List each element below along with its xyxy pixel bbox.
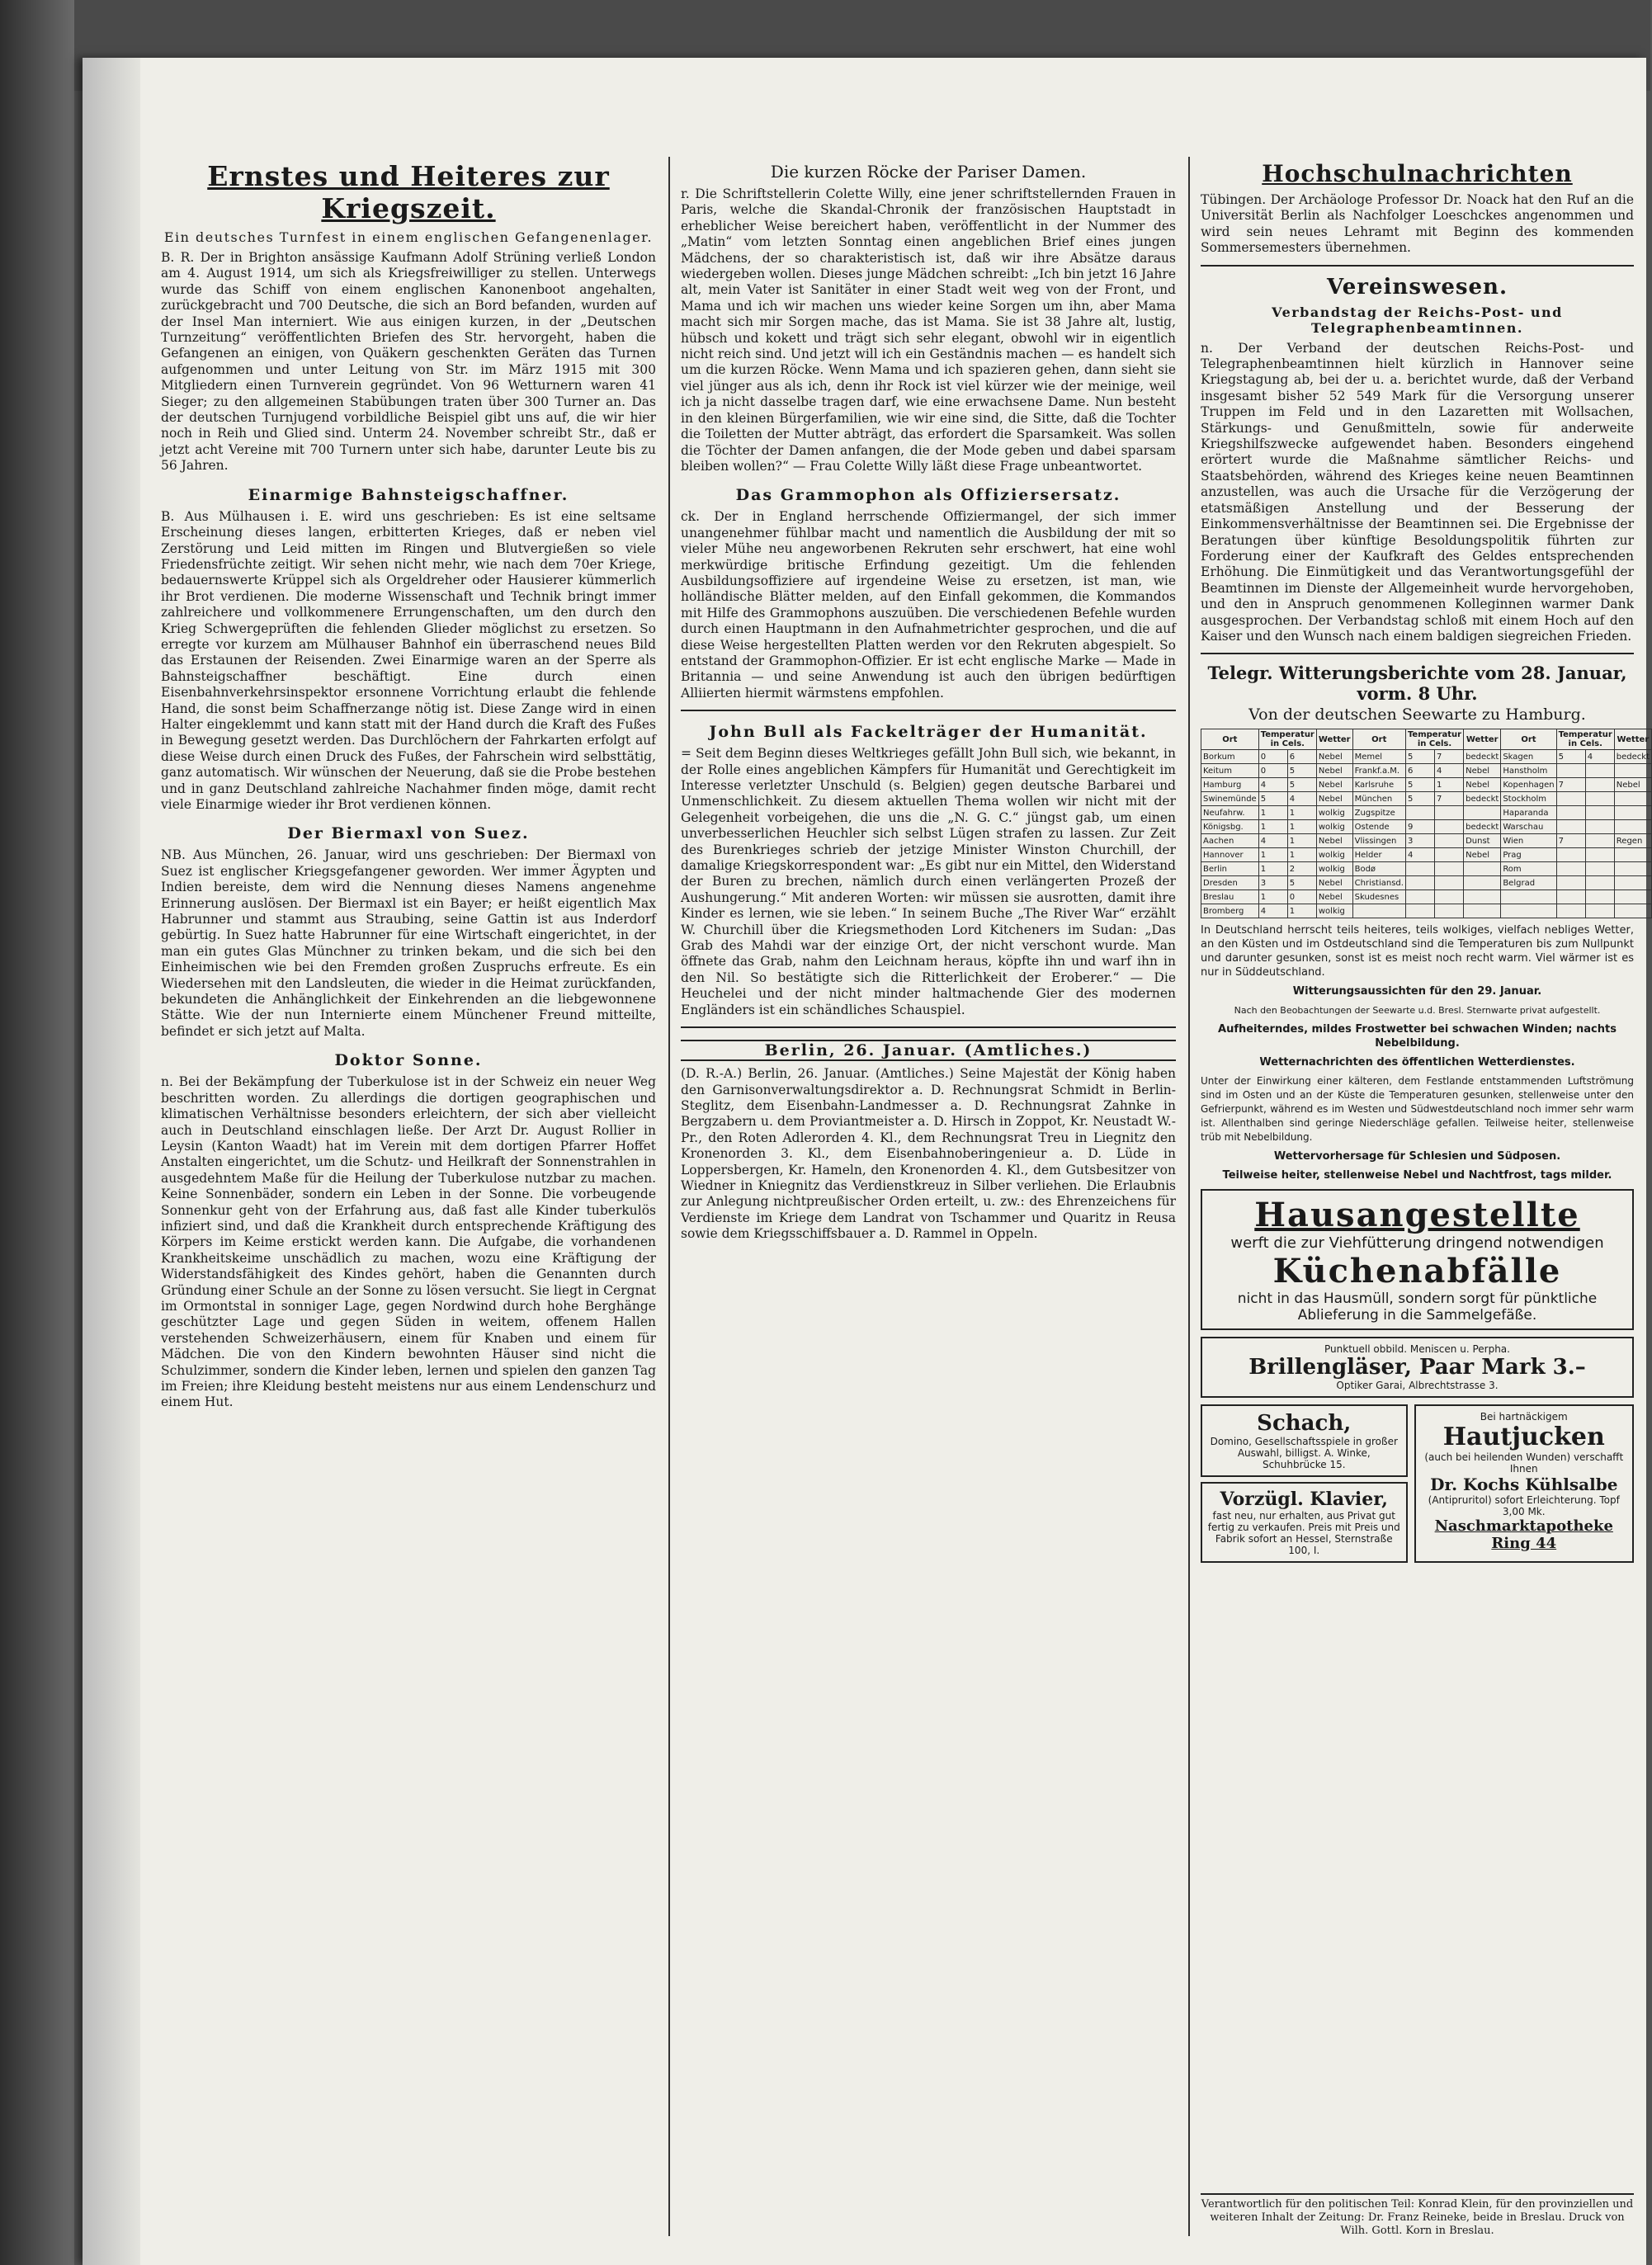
table-cell <box>1405 890 1434 904</box>
divider <box>681 1026 1176 1028</box>
column-2 <box>681 157 1176 1243</box>
table-cell <box>1435 806 1464 820</box>
table-cell <box>1435 904 1464 918</box>
table-header: Temperatur in Cels. <box>1556 729 1614 750</box>
table-cell: Aachen <box>1201 834 1259 848</box>
ad-text: (auch bei heilenden Wunden) verschafft Ihnen <box>1424 1451 1624 1475</box>
table-cell: Wien <box>1501 834 1556 848</box>
ad-row <box>1201 1404 1634 1563</box>
ad-text: Optiker Garai, Albrechtstrasse 3. <box>1336 1380 1499 1392</box>
article-body: = Seit dem Beginn dieses Weltkrieges gefällt John Bull sich, wie bekannt, in der Rolle eines angeblichen Kämpfers für Humanität und Gerechtigkeit im Interesse verletzter Unschuld (s. Belgien) gegen deutsche Barbarei und Unmenschlichkeit. Zu diesem aktuellen Thema wollen wir nicht mit der Gelegenheit vorbeigehen, die uns die „N. G. C.“ jüngst gab, um einen unverbesserlichen Heuchler sich selbst Lügen strafen zu lassen. Zur Zeit des Burenkrieges schrieb der jetzige Minister Winston Churchill, der damalige Kriegskorrespondent war: „Es gibt nur ein Mittel, den Widerstand der Buren zu brechen, nämlich durch einen verlängerten Prozeß der Aushungerung.“ Mit anderen Worten: wir müssen sie ausrotten, damit ihre Kinder es lernen, wie sie leben.“ In seinem Buche „The River War“ erzählt W. Churchill über die Kriegsmethoden Lord Kitcheners im Sudan: „Das Grab des Mahdi war der einzige Ort, der nicht verschont wurde. Man öffnete das Grab, nahm den Leichnam heraus, köpfte ihn und warf ihn in den Nil. So bestätigte sich die Ritterlichkeit der Eroberer.“ — Die Heuchelei und der nicht minder haltmachende Gier des modernen Engländers ist ein schändliches Schauspiel. <box>681 746 1176 1017</box>
table-cell <box>1556 862 1585 876</box>
table-row <box>1201 862 1652 876</box>
ad-hautjucken <box>1414 1404 1635 1563</box>
table-cell <box>1501 904 1556 918</box>
table-cell <box>1435 820 1464 834</box>
table-cell: 5 <box>1258 792 1287 806</box>
table-cell: Hannover <box>1201 848 1259 862</box>
table-cell: 1 <box>1287 834 1316 848</box>
table-cell <box>1435 876 1464 890</box>
table-cell: 5 <box>1405 792 1434 806</box>
table-row <box>1201 778 1652 792</box>
table-cell <box>1556 904 1585 918</box>
table-cell: Nebel <box>1614 778 1651 792</box>
schlesien-heading: Wettervorhersage für Schlesien und Südposen. <box>1273 1150 1561 1163</box>
table-cell <box>1435 862 1464 876</box>
column-rule <box>1188 157 1190 2236</box>
table-cell: 5 <box>1405 778 1434 792</box>
table-cell: Vlissingen <box>1352 834 1405 848</box>
article-heading: Einarmige Bahnsteigschaffner. <box>248 485 569 504</box>
table-cell: Nebel <box>1316 834 1352 848</box>
article-body: NB. Aus München, 26. Januar, wird uns geschrieben: Der Biermaxl von Suez ist englischer Kriegsgefangener geworden. Wer immer Ägypten und Indien bereiste, dem wird die Nennung dieses Namens angenehme Erinnerung auslösen. Der Biermaxl ist ein Bayer; er heißt eigentlich Max Habrunner und stammt aus Straubing, seine Gattin ist aus Inderdorf gebürtig. In Suez hatte Habrunner für eine Wirtschaft eingerichtet, in der man ein gutes Glas Münchner zu trinken bekam, und die sich bei den Einheimischen wie bei den Fremden großen Zuspruchs erfreute. Es ein Wiedersehen mit den Landsleuten, die wieder in die Heimat zurückfanden, bekundeten die Anhänglichkeit der Einkehrenden an die liebgewonnene Stätte. Wie der nun Internierte einem Münchener Freund mitteilte, befindet er sich jetzt auf Malta. <box>161 847 656 1039</box>
divider <box>1201 265 1634 267</box>
table-cell: 5 <box>1287 778 1316 792</box>
table-cell: 6 <box>1287 750 1316 764</box>
table-cell: bedeckt <box>1464 820 1501 834</box>
table-cell: Swinemünde <box>1201 792 1259 806</box>
table-cell: Dunst <box>1464 834 1501 848</box>
article-heading: Berlin, 26. Januar. (Amtliches.) <box>681 1040 1176 1061</box>
article-heading: Der Biermaxl von Suez. <box>287 824 530 843</box>
ad-title: Brillengläser, Paar Mark 3.– <box>1248 1355 1586 1380</box>
table-header: Temperatur in Cels. <box>1405 729 1463 750</box>
table-cell: 0 <box>1258 764 1287 778</box>
table-cell <box>1435 890 1464 904</box>
forecast-heading: Witterungsaussichten für den 29. Januar. <box>1292 985 1542 998</box>
forecast-text: Aufheiterndes, mildes Frostwetter bei schwachen Winden; nachts Nebelbildung. <box>1218 1023 1617 1050</box>
table-cell <box>1585 792 1614 806</box>
table-cell: 2 <box>1287 862 1316 876</box>
table-cell: Borkum <box>1201 750 1259 764</box>
table-cell: Prag <box>1501 848 1556 862</box>
table-cell: 5 <box>1405 750 1434 764</box>
ad-text: (Antipruritol) sofort Erleichterung. Topf 3,00 Mk. <box>1428 1494 1620 1518</box>
table-cell <box>1556 876 1585 890</box>
table-cell <box>1614 862 1651 876</box>
table-cell: Christiansd. <box>1352 876 1405 890</box>
section-masthead: Ernstes und Heiteres zur Kriegszeit. <box>207 160 610 224</box>
table-cell: wolkig <box>1316 848 1352 862</box>
table-cell: Nebel <box>1316 750 1352 764</box>
ad-hausangestellte <box>1201 1189 1634 1330</box>
table-cell: 1 <box>1287 806 1316 820</box>
table-cell: 1 <box>1258 848 1287 862</box>
table-cell: 0 <box>1258 750 1287 764</box>
forecast-source: Nach den Beobachtungen der Seewarte u.d. Bresl. Sternwarte privat aufgestellt. <box>1234 1005 1601 1017</box>
table-cell: Nebel <box>1464 848 1501 862</box>
table-cell: 6 <box>1405 764 1434 778</box>
table-cell <box>1464 806 1501 820</box>
table-row <box>1201 834 1652 848</box>
table-row <box>1201 764 1652 778</box>
table-cell <box>1464 890 1501 904</box>
article-body: ck. Der in England herrschende Offiziermangel, der sich immer unangenehmer fühlbar macht und namentlich die Ausbildung der mit so vieler Mühe neu angeworbenen Rekruten sehr erschwert, hat eine wohl merkwürdige britische Erfindung gezeitigt. Um die fehlenden Ausbildungsoffiziere auf irgendeine Weise zu ersetzen, ist man, wie holländische Blätter melden, auf den Einfall gekommen, die Kommandos mit Hilfe des Grammophons auszuüben. Die verschiedenen Befehle wurden durch einen Hauptmann in den Aufnahmetrichter gesprochen, und die auf diese Weise hergestellten Platten werden vor den Rekruten abgespielt. So entstand der Grammophon-Offizier. Er ist echt englische Marke — Made in Britannia — und seine Anwendung ist auch den übrigen bedürftigen Alliierten hiermit wärmstens empfohlen. <box>681 509 1176 701</box>
table-cell: 3 <box>1258 876 1287 890</box>
table-cell: wolkig <box>1316 806 1352 820</box>
divider <box>681 710 1176 711</box>
table-cell: 4 <box>1258 904 1287 918</box>
table-cell <box>1556 890 1585 904</box>
table-cell: 5 <box>1287 764 1316 778</box>
table-row <box>1201 904 1652 918</box>
table-cell: 4 <box>1287 792 1316 806</box>
table-cell: Bodø <box>1352 862 1405 876</box>
table-cell: 5 <box>1287 876 1316 890</box>
table-cell: 1 <box>1287 848 1316 862</box>
table-row <box>1201 792 1652 806</box>
table-cell: bedeckt <box>1464 750 1501 764</box>
column-3 <box>1201 157 1650 1563</box>
section-masthead: Vereinswesen. <box>1326 274 1508 300</box>
table-cell: Nebel <box>1316 778 1352 792</box>
table-cell: Warschau <box>1501 820 1556 834</box>
table-cell <box>1585 876 1614 890</box>
article-heading: John Bull als Fackelträger der Humanität. <box>709 723 1148 742</box>
table-row <box>1201 820 1652 834</box>
table-cell <box>1585 890 1614 904</box>
article-heading: Das Grammophon als Offiziersersatz. <box>735 486 1121 505</box>
table-cell <box>1614 876 1651 890</box>
table-cell <box>1614 806 1651 820</box>
ad-big-text: Küchenabfälle <box>1272 1252 1562 1291</box>
table-row <box>1201 806 1652 820</box>
table-cell <box>1464 862 1501 876</box>
table-cell: wolkig <box>1316 862 1352 876</box>
public-weather-text: Unter der Einwirkung einer kälteren, dem Festlande entstammenden Luftströmung sind im Osten und an der Küste die Temperaturen gesunken, stellenweise unter den Gefrierpunkt, während es im Westen und Südwestdeutschland noch immer sehr warm ist. Allenthalben sind geringe Niederschläge gefallen. Teilweise heiter, stellenweise trüb mit Nebelbildung. <box>1201 1075 1634 1144</box>
table-cell: 5 <box>1556 750 1585 764</box>
table-cell <box>1585 848 1614 862</box>
ad-text: Domino, Gesellschaftsspiele in großer Auswahl, billigst. A. Winke, Schuhbrücke 15. <box>1210 1436 1398 1471</box>
table-cell: Nebel <box>1316 792 1352 806</box>
table-cell: 4 <box>1258 834 1287 848</box>
table-cell: Rom <box>1501 862 1556 876</box>
ad-text: fast neu, nur erhalten, aus Privat gut fertig zu verkaufen. Preis mit Preis und Fabrik sofort an Hessel, Sternstraße 100, I. <box>1207 1510 1400 1557</box>
table-cell: München <box>1352 792 1405 806</box>
table-row <box>1201 750 1652 764</box>
table-cell: 7 <box>1556 834 1585 848</box>
table-cell: wolkig <box>1316 904 1352 918</box>
table-cell <box>1585 862 1614 876</box>
table-cell <box>1464 904 1501 918</box>
table-cell <box>1585 820 1614 834</box>
table-cell: Haparanda <box>1501 806 1556 820</box>
table-cell: Memel <box>1352 750 1405 764</box>
article-body: Tübingen. Der Archäologe Professor Dr. Noack hat den Ruf an die Universität Berlin als Nachfolger Loeschckes angenommen und wird sein neues Lehramt mit Beginn des kommenden Sommersemesters übernehmen. <box>1201 192 1634 256</box>
article-body: n. Bei der Bekämpfung der Tuberkulose ist in der Schweiz ein neuer Weg beschritten worden. Zu allerdings die dortigen geographischen und klimatischen Verhältnisse besonders erleichtern, der sich aber vielleicht auch in Deutschland einschlagen ließe. Der Arzt Dr. August Rollier in Leysin (Kanton Waadt) hat im Verein mit dem dortigen Pfarrer Hoffet Anstalten eingerichtet, um die Schutz- und Heilkraft der Sonnenstrahlen in ausgedehntem Maße für die Heilung der Tuberkulose nutzbar zu machen. Keine Sonnenbäder, sondern ein Leben in der Sonne. Die vorbeugende Sonnenkur geht von der Erfahrung aus, daß fast alle Kinder tuberkulös infiziert sind, und daß die Krankheit durch entsprechende Kräftigung des Körpers im Keime erstickt werden kann. Die Aufgabe, die vorhandenen Krankheitskeime unschädlich zu machen, wozu eine Kräftigung der Widerstandsfähigkeit des Kindes gehört, haben die Genannten durch Gründung einer Schule an der Sonne zu lösen versucht. Sie liegt in Cergnat im Ormontstal in sonniger Lage, gegen Nordwind durch hohe Berghänge geschützter Lage und gegen Süden in weitem, offenem Hallen verstehenden Schweizerhäusern, einem für Knaben und einem für Mädchen. Die von den Kindern bewohnten Häuser sind nicht die Schulzimmer, sondern die Kinder leben, lernen und spielen den ganzen Tag im Freien; ihre Kleidung besteht meistens nur aus einem Lendenschurz und einem Hut. <box>161 1074 656 1410</box>
column-rule <box>668 157 670 2236</box>
table-cell <box>1585 834 1614 848</box>
table-cell <box>1464 876 1501 890</box>
table-cell: Nebel <box>1316 876 1352 890</box>
table-cell <box>1614 820 1651 834</box>
table-cell: 1 <box>1258 862 1287 876</box>
table-cell: 1 <box>1258 820 1287 834</box>
table-cell: Nebel <box>1316 890 1352 904</box>
page-gutter-shadow <box>83 58 140 2265</box>
table-cell: bedeckt <box>1614 750 1651 764</box>
table-cell: 3 <box>1405 834 1434 848</box>
article-heading: Die kurzen Röcke der Pariser Damen. <box>770 162 1087 182</box>
section-masthead: Hochschulnachrichten <box>1262 160 1573 187</box>
table-cell <box>1405 806 1434 820</box>
table-cell <box>1556 792 1585 806</box>
table-cell <box>1435 834 1464 848</box>
table-row <box>1201 876 1652 890</box>
table-cell: 4 <box>1258 778 1287 792</box>
table-cell: Stockholm <box>1501 792 1556 806</box>
weather-subtitle: Von der deutschen Seewarte zu Hamburg. <box>1248 705 1586 724</box>
table-cell: 9 <box>1405 820 1434 834</box>
divider <box>1201 653 1634 654</box>
table-cell <box>1585 806 1614 820</box>
table-cell: Breslau <box>1201 890 1259 904</box>
table-cell <box>1556 764 1585 778</box>
weather-title: Telegr. Witterungsberichte vom 28. Januar, vorm. 8 Uhr. <box>1207 663 1627 705</box>
table-header: Ort <box>1352 729 1405 750</box>
table-cell <box>1435 848 1464 862</box>
ad-title: Vorzügl. Klavier, <box>1220 1489 1388 1511</box>
ad-product: Dr. Kochs Kühlsalbe <box>1430 1475 1618 1495</box>
table-cell: 7 <box>1556 778 1585 792</box>
ad-klavier <box>1201 1482 1408 1563</box>
public-weather-heading: Wetternachrichten des öffentlichen Wetterdienstes. <box>1259 1056 1575 1069</box>
table-cell: Regen <box>1614 834 1651 848</box>
table-cell: Zugspitze <box>1352 806 1405 820</box>
table-cell: 1 <box>1287 820 1316 834</box>
table-cell: Neufahrw. <box>1201 806 1259 820</box>
table-cell: Nebel <box>1316 764 1352 778</box>
table-cell: 7 <box>1435 750 1464 764</box>
table-cell: Nebel <box>1464 764 1501 778</box>
table-cell: Karlsruhe <box>1352 778 1405 792</box>
table-cell: 0 <box>1287 890 1316 904</box>
schlesien-text: Teilweise heiter, stellenweise Nebel und Nachtfrost, tags milder. <box>1222 1169 1612 1182</box>
column-1 <box>161 157 656 1411</box>
table-cell <box>1556 806 1585 820</box>
weather-table <box>1201 729 1652 918</box>
table-cell: 4 <box>1435 764 1464 778</box>
table-cell <box>1585 778 1614 792</box>
table-cell: Berlin <box>1201 862 1259 876</box>
ad-text: nicht in das Hausmüll, sondern sorgt für pünktliche Ablieferung in die Sammelgefäße. <box>1237 1291 1598 1324</box>
article-body: n. Der Verband der deutschen Reichs-Post- und Telegraphenbeamtinnen hielt kürzlich in Hannover seine Kriegstagung ab, bei der u. a. berichtet wurde, daß der Verband insgesamt bisher 52 549 Mark für die Versorgung unserer Truppen im Feld und in den Lazaretten mit Wollsachen, Stärkungs- und Genußmitteln, sowie für anderweite Kriegshilfszwecke aufgewendet haben. Besonders eingehend erörtert wurde die Maßnahme sämtlicher Reichs- und Staatsbehörden, während des Krieges keine neuen Beamtinnen anzustellen, was auch die Ursache für die Verzögerung der etatsmäßigen Anstellung und der Besserung der Einkommensverhältnisse der Beamtinnen sei. Die Ergebnisse der Beratungen über künftige Besoldungspolitik führten zur Forderung einer der Kaufkraft des Geldes entsprechenden Erhöhung. Die Einmütigkeit und das Verantwortungsgefühl der Beamtinnen im Dienste der Allgemeinheit wurde hervorgehoben, und den in Anspruch genommenen Kolleginnen warmer Dank ausgesprochen. Der Verbandstag schloß mit einem Hoch auf den Kaiser und den Wunsch nach einem baldigen siegreichen Frieden. <box>1201 340 1634 644</box>
table-header: Ort <box>1201 729 1259 750</box>
table-cell <box>1556 820 1585 834</box>
table-cell: Hanstholm <box>1501 764 1556 778</box>
table-cell: bedeckt <box>1464 792 1501 806</box>
table-header: Temperatur in Cels. <box>1258 729 1316 750</box>
table-cell: Nebel <box>1464 778 1501 792</box>
table-row <box>1201 890 1652 904</box>
table-cell <box>1614 890 1651 904</box>
article-heading: Doktor Sonne. <box>334 1051 483 1070</box>
table-cell: Dresden <box>1201 876 1259 890</box>
table-cell: Hamburg <box>1201 778 1259 792</box>
article-body: (D. R.-A.) Berlin, 26. Januar. (Amtliches.) Seine Majestät der König haben den Garnisonverwaltungsdirektor a. D. Rechnungsrat Schmidt in Berlin-Steglitz, dem Eisenbahn-Landmesser a. D. Rechnungsrat Zahnke in Bergzabern u. dem Proviantmeister a. D. Hirsch in Zoppot, Kr. Neustadt W.-Pr., den Roten Adlerorden 4. Kl., dem Rechnungsrat Treu in Liegnitz den Kronenorden 3. Kl., dem Eisenbahnoberingenieur a. D. Lüde in Loppersbergen, Kr. Hameln, den Kronenorden 4. Kl., dem Gutsbesitzer von Wiedner in Kniegnitz das Verdienstkreuz in Silber verliehen. Die Erlaubnis zur Anlegung nichtpreußischer Orden erteilt, u. zw.: des Ehrenzeichens für Verdienste im Kriege dem Landrat von Tschammer und Quaritz in Reusa sowie dem Kriegsschiffsbauer a. D. Rammel in Oppeln. <box>681 1066 1176 1242</box>
table-cell <box>1585 764 1614 778</box>
table-cell <box>1614 904 1651 918</box>
table-cell <box>1556 848 1585 862</box>
table-cell: Keitum <box>1201 764 1259 778</box>
ad-text: Punktuell obbild. Meniscen u. Perpha. <box>1324 1343 1510 1356</box>
table-cell: 1 <box>1287 904 1316 918</box>
table-cell <box>1614 792 1651 806</box>
table-cell: 1 <box>1435 778 1464 792</box>
table-cell <box>1501 890 1556 904</box>
ad-text: Bei hartnäckigem <box>1480 1411 1568 1423</box>
table-cell <box>1405 904 1434 918</box>
table-cell <box>1405 876 1434 890</box>
ad-stack <box>1201 1404 1408 1563</box>
table-cell: Belgrad <box>1501 876 1556 890</box>
table-header: Wetter <box>1614 729 1651 750</box>
ad-schach <box>1201 1404 1408 1477</box>
table-cell: Frankf.a.M. <box>1352 764 1405 778</box>
table-cell: Skudesnes <box>1352 890 1405 904</box>
table-cell: Helder <box>1352 848 1405 862</box>
table-cell <box>1352 904 1405 918</box>
table-cell: 4 <box>1405 848 1434 862</box>
weather-note: In Deutschland herrscht teils heiteres, teils wolkiges, vielfach nebliges Wetter, an den Küsten und im Ostdeutschland sind die Temperaturen bis zum Nullpunkt und darunter gesunken, sonst ist es meist noch recht warm. Viel wärmer ist es nur in Süddeutschland. <box>1201 924 1634 979</box>
table-cell: Bromberg <box>1201 904 1259 918</box>
scanner-background <box>0 0 74 2265</box>
table-cell: Skagen <box>1501 750 1556 764</box>
table-row <box>1201 848 1652 862</box>
table-cell: 1 <box>1258 806 1287 820</box>
article-body: B. Aus Mülhausen i. E. wird uns geschrieben: Es ist eine seltsame Erscheinung dieses langen, erbitterten Krieges, daß er neben viel Zerstörung und Leid mitten im Ringen und Blutvergießen so viele Friedensfrüchte zeitigt. Wir sehen nicht mehr, wie nach dem 70er Kriege, bedauernswerte Krüppel sich als Orgeldreher oder Hausierer kümmerlich ihr Brot verdienen. Die moderne Wissenschaft und Technik bringt immer zahlreichere und vollkommenere Errungenschaften, um den durch den Krieg Schwergeprüften die fehlenden Glieder möglichst zu ersetzen. So erregte vor kurzem am Mülhauser Bahnhof ein überraschend neues Bild das Erstaunen der Reisenden. Zwei Einarmige waren an der Sperre als Bahnsteigschaffner beschäftigt. Eine durch einen Eisenbahnverkehrsinspektor ersonnene Vorrichtung erlaubt die fehlende Hand, die sonst beim Schaffnerzange nötig ist. Diese Zange wird in einen Halter eingeklemmt und kann statt mit der Hand durch die Kraft des Fußes in Bewegung gesetzt werden. Das Durchlöchern der Fahrkarten erfolgt auf diese Weise durch einen Druck des Fußes, der Fahrschein wird selbsttätig, ganz automatisch. Wir wünschen der Neuerung, daß sie die Probe bestehen und in ganz Deutschland zahlreiche Nachahmer finden möge, damit recht viele Einarmige wieder ihr Brot verdienen können. <box>161 508 656 812</box>
ad-text: werft die zur Viehfütterung dringend notwendigen <box>1230 1234 1604 1253</box>
newspaper-page <box>83 58 1650 2265</box>
article-heading: Ein deutsches Turnfest in einem englischen Gefangenenlager. <box>163 229 654 245</box>
table-cell <box>1405 862 1434 876</box>
ad-shop: Naschmarktapotheke Ring 44 <box>1434 1517 1613 1553</box>
ad-brillen <box>1201 1337 1634 1398</box>
table-header: Wetter <box>1316 729 1352 750</box>
table-cell <box>1585 904 1614 918</box>
table-header: Ort <box>1501 729 1556 750</box>
imprint-footer: Verantwortlich für den politischen Teil: Konrad Klein, für den provinziellen und weiteren Inhalt der Zeitung: Dr. Franz Reineke, beide in Breslau. Druck von Wilh. Gottl. Korn in Breslau. <box>1201 2193 1634 2238</box>
table-cell: Ostende <box>1352 820 1405 834</box>
table-cell <box>1614 764 1651 778</box>
ad-title: Hautjucken <box>1442 1423 1605 1452</box>
table-cell: 1 <box>1258 890 1287 904</box>
article-body: r. Die Schriftstellerin Colette Willy, eine jener schriftstellernden Frauen in Paris, welche die Skandal-Chronik der französischen Hauptstadt in erheblicher Weise bereichert haben, veröffentlicht in der Nummer des „Matin“ vom letzten Sonntag einen angeblichen Brief eines jungen Mädchens, der so charakteristisch ist, daß wir ihre Absätze daraus wiedergeben wollen. Dieses junge Mädchen schreibt: „Ich bin jetzt 16 Jahre alt, mein Vater ist Sanitäter in einer Stadt weit weg von der Front, und Mama und ich wir machen uns wieder keine Sorgen um ihn, aber Mama macht sich mir Sorgen mache, das ist Mama. Sie ist 38 Jahre alt, lustig, hübsch und kokett und trägt sich sehr elegant, obwohl wir in eigentlich nicht reich sind. Und jetzt will ich ein Geständnis machen — es handelt sich um die kurzen Röcke. Wenn Mama und ich spazieren gehen, dann sieht sie viel jünger aus als ich, denn ihr Rock ist viel kürzer wie der meinige, weil ich ja nicht dasselbe tragen darf, wie eine erwachsene Dame. Nun besteht in den kleinen Bürgerfamilien, wie wir eine sind, die Sitte, daß die Tochter die Toiletten der Mutter abträgt, das erfordert die Sparsamkeit. Was sollen die Töchter der Damen anfangen, die der Mode geben und dabei sparsam bleiben wollen?“ — Frau Colette Willy läßt diese Frage unbeantwortet. <box>681 186 1176 474</box>
table-cell: 7 <box>1435 792 1464 806</box>
article-heading: Verbandstag der Reichs-Post- und Telegraphenbeamtinnen. <box>1272 304 1563 336</box>
table-cell <box>1614 848 1651 862</box>
table-cell: Königsbg. <box>1201 820 1259 834</box>
ad-title: Hausangestellte <box>1254 1196 1580 1235</box>
table-cell: 4 <box>1585 750 1614 764</box>
ad-title: Schach, <box>1257 1411 1352 1437</box>
weather-table-body <box>1201 750 1652 918</box>
table-header: Wetter <box>1464 729 1501 750</box>
table-cell: wolkig <box>1316 820 1352 834</box>
article-body: B. R. Der in Brighton ansässige Kaufmann Adolf Strüning verließ London am 4. August 1914, um sich als Kriegsfreiwilliger zu stellen. Unterwegs wurde das Schiff von einem englischen Kanonenboot angehalten, zurückgebracht und 700 Deutsche, die sich an Bord befanden, wurden auf der Insel Man interniert. Wie aus einigen kurzen, in der „Deutschen Turnzeitung“ veröffentlichten Briefen des Str. hervorgeht, haben die Gefangenen an einigen, von Quäkern geschenkten Geräten das Turnen aufgenommen und unter Leitung von Str. im März 1915 mit 300 Mitgliedern einen Turnverein gegründet. Von 96 Wetturnern waren 41 Sieger; zu den allgemeinen Stabübungen traten über 300 Turner an. Das der deutschen Turnjugend vorbildliche Beispiel gibt uns auf, die wir hier noch in Reih und Glied sind. Unterm 24. November schreibt Str., daß er jetzt acht Vereine mit 700 Turnern unter sich habe, darunter Leute bis zu 56 Jahren. <box>161 250 656 474</box>
table-cell: Kopenhagen <box>1501 778 1556 792</box>
